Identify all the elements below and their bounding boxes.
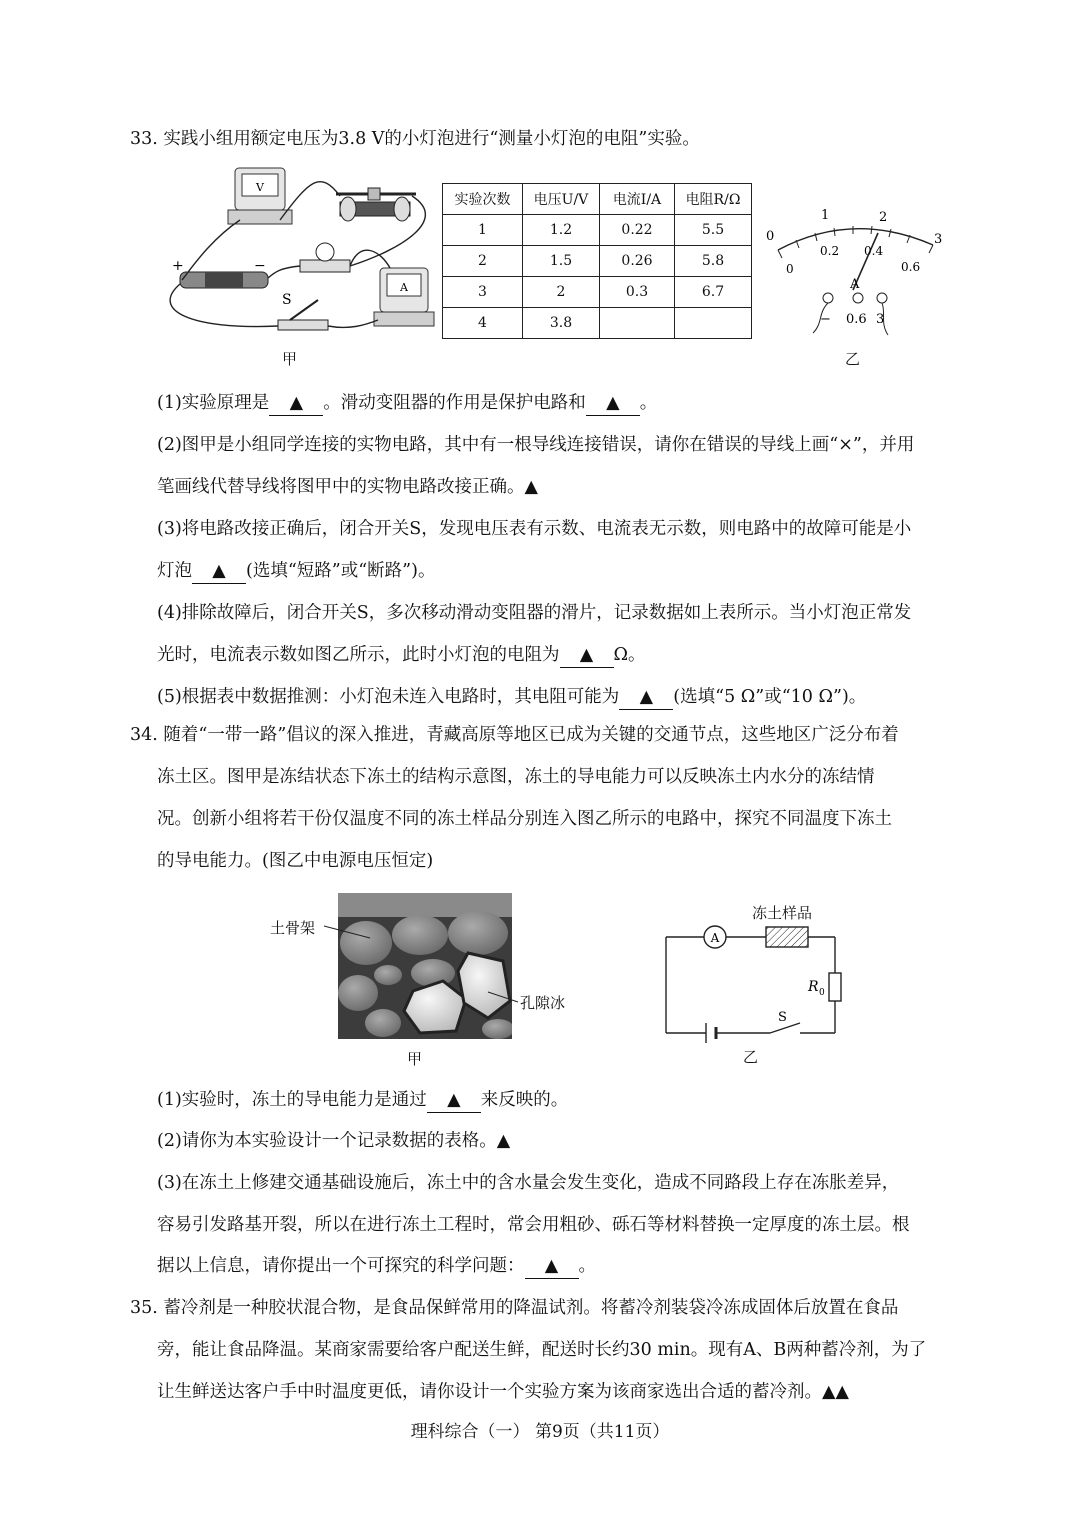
ammeter-symbol-label: A	[710, 931, 720, 945]
q34-line3: 况。创新小组将若干份仅温度不同的冻土样品分别连入图乙所示的电路中，探究不同温度下冻土	[157, 809, 892, 829]
table-header-cell: 实验次数	[443, 184, 523, 215]
answer-blank[interactable]: ▲	[586, 391, 640, 416]
circuit-diagram-jia	[150, 160, 440, 350]
table-cell: 3	[443, 277, 523, 308]
answer-blank[interactable]: ▲	[619, 685, 673, 710]
dial-top-tick-label: 3	[934, 232, 943, 247]
q35-line1: 35. 蓄冷剂是一种胶状混合物，是食品保鲜常用的降温试剂。将蓄冷剂装袋冷冻成固体后放置在食品	[130, 1298, 899, 1318]
dial-ticks	[778, 226, 933, 258]
pointer-line	[322, 922, 372, 942]
dial-bottom-tick-label: 0	[786, 262, 794, 276]
table-header-cell: 电阻R/Ω	[675, 184, 752, 215]
r0-subscript: 0	[819, 988, 825, 998]
answer-blank[interactable]: ▲	[525, 1254, 579, 1279]
table-cell: 1.5	[523, 246, 600, 277]
ammeter	[374, 268, 434, 326]
q33-p1	[157, 391, 657, 416]
q33-p4-text: 光时，电流表示数如图乙所示，此时小灯泡的电阻为	[157, 645, 560, 665]
q34-p3-line3	[157, 1254, 596, 1279]
q33-p2-line1: (2)图甲是小组同学连接的实物电路，其中有一根导线连接错误，请你在错误的导线上画“×”，并用	[157, 435, 915, 455]
dial-top-tick-label: 1	[821, 208, 830, 223]
q33-p3-line1: (3)将电路改接正确后，闭合开关S，发现电压表有示数、电流表无示数，则电路中的故障可能是小	[157, 519, 912, 539]
q34-p2: (2)请你为本实验设计一个记录数据的表格。▲	[157, 1131, 511, 1151]
fig-jia-caption-34: 甲	[407, 1050, 423, 1068]
q33-p3-text: (选填“短路”或“断路”)。	[246, 561, 436, 581]
table-cell: 0.22	[600, 215, 675, 246]
fig-jia-caption: 甲	[282, 350, 298, 368]
terminal-label: 3	[876, 312, 885, 327]
table-header-cell: 电压U/V	[523, 184, 600, 215]
table-cell: 5.5	[675, 215, 752, 246]
q35-line2: 旁，能让食品降温。某商家需要给客户配送生鲜，配送时长约30 min。现有A、B两种蓄冷剂，为了	[157, 1340, 927, 1360]
q33-stem: 33. 实践小组用额定电压为3.8 V的小灯泡进行“测量小灯泡的电阻”实验。	[130, 129, 700, 149]
battery-minus-label: −	[254, 258, 266, 274]
q34-p3-line2: 容易引发路基开裂，所以在进行冻土工程时，常会用粗砂、砾石等材料替换一定厚度的冻土层。根	[157, 1215, 910, 1235]
svg-text:A: A	[400, 281, 408, 294]
table-row	[443, 277, 752, 308]
frozen-soil-sample-symbol	[766, 927, 808, 947]
q34-p3-text: 。	[578, 1256, 596, 1276]
q33-p4-line1: (4)排除故障后，闭合开关S，多次移动滑动变阻器的滑片，记录数据如上表所示。当小灯泡正常发	[157, 603, 912, 623]
table-row	[443, 215, 752, 246]
q33-p1-text: 。滑动变阻器的作用是保护电路和	[323, 393, 586, 413]
label-soil-skeleton: 土骨架	[270, 919, 316, 937]
q34-p3-text: 据以上信息，请你提出一个可探究的科学问题：	[157, 1256, 525, 1276]
bulb	[300, 243, 350, 272]
q34-line2: 冻土区。图甲是冻结状态下冻土的结构示意图，冻土的导电能力可以反映冻土内水分的冻结情	[157, 767, 875, 787]
q35-line3: 让生鲜送达客户手中时温度更低，请你设计一个实验方案为该商家选出合适的蓄冷剂。▲▲	[157, 1382, 849, 1402]
q34-p3-line1: (3)在冻土上修建交通基础设施后，冻土中的含水量会发生变化，造成不同路段上存在冻胀差异，	[157, 1173, 900, 1193]
table-header-row	[443, 184, 752, 215]
q33-p5-text: (选填“5 Ω”或“10 Ω”)。	[673, 687, 867, 707]
dial-bottom-tick-label: 0.4	[864, 244, 884, 258]
dial-unit-label: A	[850, 277, 860, 292]
svg-text:V: V	[256, 181, 264, 194]
battery	[180, 272, 268, 288]
ammeter-dial-yi	[758, 195, 958, 345]
q33-p4-line2	[157, 643, 646, 668]
pointer-line	[486, 990, 520, 1006]
table-cell: 2	[523, 277, 600, 308]
table-cell: 3.8	[523, 308, 600, 339]
table-row	[443, 308, 752, 339]
fig-yi-caption-34: 乙	[743, 1048, 759, 1066]
terminal-icon	[877, 293, 887, 303]
resistor-r0-symbol	[829, 973, 841, 1001]
table-cell	[675, 308, 752, 339]
table-cell: 0.3	[600, 277, 675, 308]
dial-bottom-tick-label: 0.2	[820, 244, 840, 258]
table-row	[443, 246, 752, 277]
table-cell: 5.8	[675, 246, 752, 277]
q33-p5	[157, 685, 866, 710]
table-cell: 4	[443, 308, 523, 339]
label-pore-ice: 孔隙冰	[520, 994, 566, 1012]
q33-p2-line2: 笔画线代替导线将图甲中的实物电路改接正确。▲	[157, 477, 538, 497]
q34-line4: 的导电能力。(图乙中电源电压恒定)	[157, 851, 434, 871]
table-cell: 0.26	[600, 246, 675, 277]
terminal-label: −	[820, 312, 831, 327]
table-cell: 1.2	[523, 215, 600, 246]
fig-yi-caption: 乙	[845, 350, 861, 368]
dial-bottom-tick-label: 0.6	[901, 260, 921, 274]
answer-blank[interactable]: ▲	[427, 1088, 481, 1113]
answer-blank[interactable]: ▲	[269, 391, 323, 416]
table-cell: 2	[443, 246, 523, 277]
battery-plus-label: +	[172, 258, 184, 274]
q34-p1	[157, 1088, 568, 1113]
switch-s-label: S	[778, 1010, 787, 1025]
dial-top-tick-label: 0	[766, 229, 775, 244]
q33-p3-line2	[157, 559, 435, 584]
table-cell	[600, 308, 675, 339]
dial-top-tick-label: 2	[879, 210, 888, 225]
switch-label: S	[282, 292, 292, 308]
table-cell: 6.7	[675, 277, 752, 308]
q33-p3-text: 灯泡	[157, 561, 192, 581]
circuit-schematic-yi	[660, 915, 850, 1045]
r0-label: R	[808, 979, 819, 995]
answer-blank[interactable]: ▲	[192, 559, 246, 584]
answer-blank[interactable]: ▲	[560, 643, 614, 668]
q34-p1-text: 来反映的。	[480, 1090, 569, 1110]
table-cell: 1	[443, 215, 523, 246]
q34-p1-text: (1)实验时，冻土的导电能力是通过	[157, 1090, 427, 1110]
q33-p4-text: Ω。	[613, 645, 646, 665]
terminal-icon	[853, 293, 863, 303]
label-frozen-soil-sample: 冻土样品	[752, 904, 813, 922]
q34-line1: 34. 随着“一带一路”倡议的深入推进，青藏高原等地区已成为关键的交通节点，这些地区广泛分布着	[130, 725, 899, 745]
q33-p5-text: (5)根据表中数据推测：小灯泡未连入电路时，其电阻可能为	[157, 687, 620, 707]
terminal-label: 0.6	[846, 312, 867, 327]
page-footer: 理科综合（一） 第9页（共11页）	[410, 1422, 670, 1442]
frozen-soil-image	[338, 893, 512, 1039]
voltmeter	[228, 168, 292, 224]
rheostat	[336, 188, 416, 221]
q33-p1-text: 。	[639, 393, 658, 413]
terminal-icon	[823, 293, 833, 303]
data-table	[442, 183, 752, 339]
q33-p1-text: (1)实验原理是	[157, 393, 270, 413]
table-header-cell: 电流I/A	[600, 184, 675, 215]
